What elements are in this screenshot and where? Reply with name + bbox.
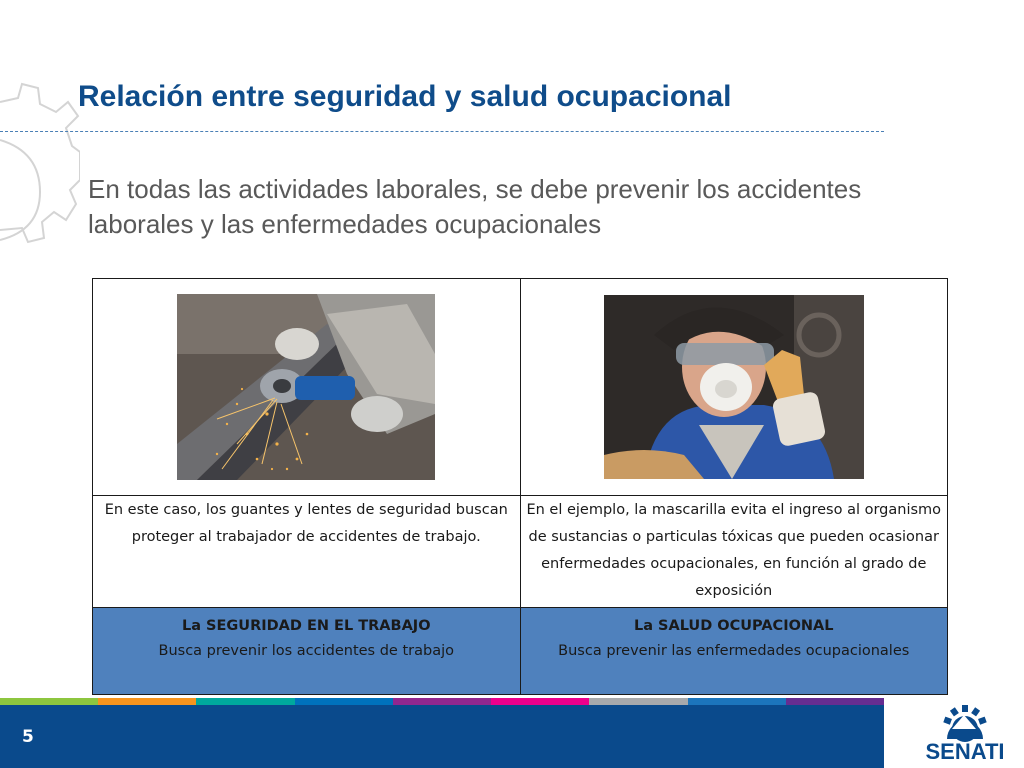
stripe [0,698,98,705]
footer-color-stripes [0,698,884,705]
page-number: 5 [22,727,34,747]
worker-respirator-mask-photo-icon [604,295,864,479]
logo-text: SENATI [925,739,1005,764]
left-description: En este caso, los guantes y lentes de seguridad buscan proteger al trabajador de accidentes de trabajo. [93,496,521,608]
stripe [98,698,196,705]
description-row [93,496,948,608]
safety-heading: La SEGURIDAD EN EL TRABAJO [181,618,431,634]
safety-text: Busca prevenir los accidentes de trabajo [158,643,454,659]
slide-title: Relación entre seguridad y salud ocupacional [78,80,732,113]
health-heading: La SALUD OCUPACIONAL [633,618,834,634]
footer-bar [0,705,884,768]
stripe [295,698,393,705]
right-description: En el ejemplo, la mascarilla evita el ingreso al organismo de sustancias o particulas tóxicas que pueden ocasionar enfermedades ocupacionales, en función al grado de exposición [520,496,948,608]
comparison-table [92,278,948,695]
left-image-cell [93,279,521,496]
stripe [196,698,294,705]
health-text: Busca prevenir las enfermedades ocupacionales [558,643,910,659]
summary-row [93,608,948,695]
welder-grinding-sparks-photo-icon [177,294,435,480]
gear-decoration-icon [0,80,80,290]
stripe [393,698,491,705]
stripe [589,698,687,705]
slide-subtitle: En todas las actividades laborales, se debe prevenir los accidentes laborales y las enfermedades ocupacionales [88,174,862,239]
left-summary-cell [93,608,521,695]
right-image-cell [520,279,948,496]
senati-logo-icon [906,705,1024,768]
stripe [688,698,786,705]
stripe [786,698,884,705]
stripe [491,698,589,705]
image-row [93,279,948,496]
title-divider [0,131,884,132]
right-summary-cell [520,608,948,695]
